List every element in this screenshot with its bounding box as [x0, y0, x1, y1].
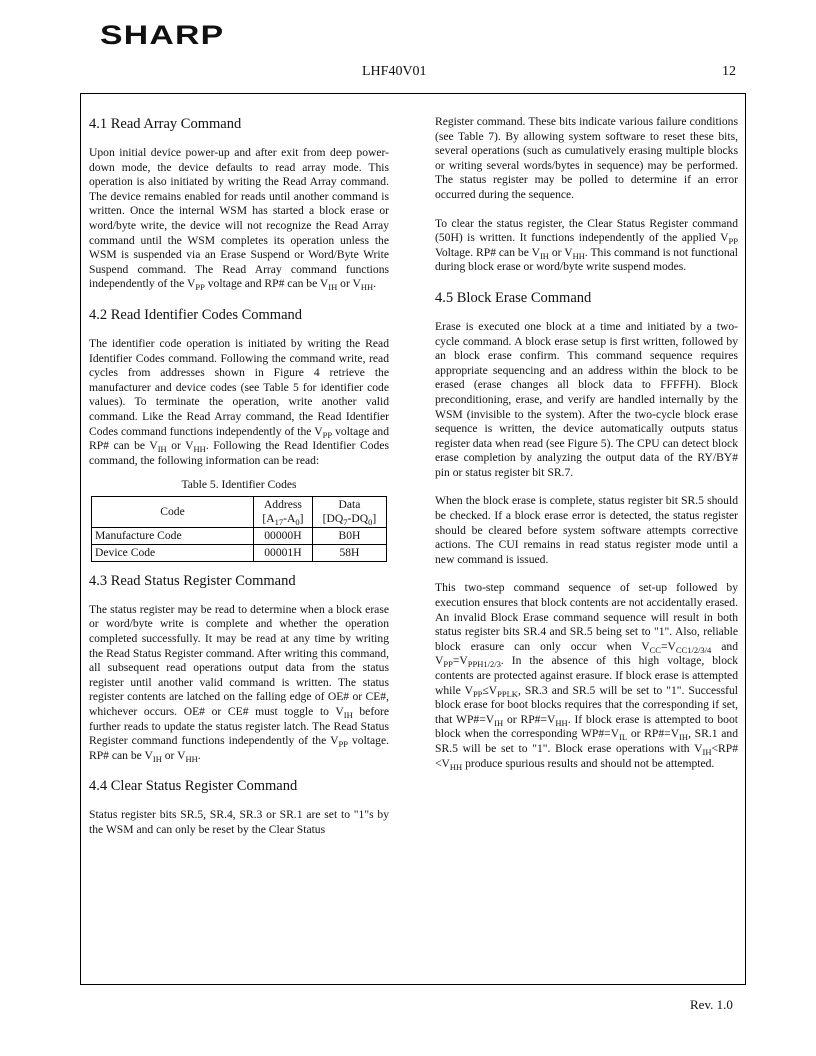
header-data: Data $[DQ_7-DQ_0]$ [312, 496, 386, 527]
document-id: LHF40V01 [362, 64, 427, 79]
cell-address: 00001H [254, 544, 313, 561]
section-4-3-body: The status register may be read to determine when a block erase or word/byte write is complete and whether the operation completed successfully. It may be read at any time by writing the Read Status Register command. After writing this command, all subsequent read operations output data from the status register until another valid command is written. The status register contents are latched on the falling edge of OE# or CE#, whichever occurs. OE# or CE# must toggle to $V_{IH}$ before further reads to update the status register latch. The Read Status Register command functions independently of the $V_{PP}$ voltage. RP# can be $V_{IH}$ or $V_{HH}$. [89, 602, 390, 764]
sharp-logo: SHARP [100, 20, 225, 50]
section-4-5-title: 4.5 Block Erase Command [435, 289, 592, 306]
section-4-4-title: 4.4 Clear Status Register Command [89, 778, 298, 795]
section-4-5-body-3: This two-step command sequence of set-up followed by execution ensures that block contents are not accidentally erased. An invalid Block Erase command sequence will result in both status register bits SR.4 and SR.5 being set to "1". Also, reliable block erasure can only occur when $V_{CC}=V_{CC1/2/3/4}$ and $V_{PP}=V_{PPH1/2/3}$. In the absence of this high voltage, block contents are protected against erasure. If block erase is attempted while $V_{PP}\le V_{PPLK}$, SR.3 and SR.5 will be set to "1". Successful block erase for boot blocks requires that the corresponding if set, that $WP\#=V_{IH}$ or $RP\#=V_{HH}$. If block erase is attempted to boot block when the corresponding $WP\#=V_{IL}$ or $RP\#=V_{IH}$, SR.1 and SR.5 will be set to "1". Block erase operations with $V_{IH}<RP\#<V_{HH}$ produce spurious results and should not be attempted. [435, 581, 738, 772]
section-4-4-body-2: To clear the status register, the Clear Status Register command (50H) is written. It functions independently of the applied $V_{PP}$ Voltage. RP# can be $V_{IH}$ or $V_{HH}$. This command is not functional during block erase or word/byte write suspend modes. [435, 216, 738, 274]
cell-code: Manufacture Code [92, 527, 254, 544]
section-4-5-body-1: Erase is executed one block at a time and initiated by a two-cycle command. A block erase setup is first written, followed by an block erase confirm. This command sequence requires appropriate sequencing and an address within the block to be erased (erase changes all block data to FFFFH). Block preconditioning, erase, and verify are handled internally by the WSM (invisible to the system). After the two-cycle block erase sequence is written, the device automatically outputs status register data when read (see Figure 5). The CPU can detect block erase completion by analyzing the output data of the RY/BY# pin or status register bit SR.7. [435, 319, 738, 479]
cell-data: B0H [312, 527, 386, 544]
section-4-4-body-cont: Register command. These bits indicate various failure conditions (see Table 7). By allowing system software to reset these bits, several operations (such as cumulatively erasing multiple blocks or writing several words/bytes in sequence) may be performed. The status register may be polled to determine if an error occurred during the sequence. [435, 115, 738, 201]
revision-label: Rev. 1.0 [690, 997, 733, 1012]
table-5-caption: Table 5. Identifier Codes [181, 478, 297, 492]
header-code: Code [92, 496, 254, 527]
table-header-row [92, 496, 387, 527]
left-column [89, 115, 389, 852]
section-4-1-title: 4.1 Read Array Command [89, 116, 242, 132]
section-4-1-body: Upon initial device power-up and after exit from deep power-down mode, the device defaults to read array mode. This operation is also initiated by writing the Read Array command. The device remains enabled for reads until another command is written. Once the internal WSM has started a block erase or word/byte write, the device will not recognize the Read Array command until the WSM completes its operation unless the WSM is suspended via an Erase Suspend or Word/Byte Write Suspend command. The Read Array command functions independently of the $V_{PP}$ voltage and RP# can be $V_{IH}$ or $V_{HH}$. [89, 146, 389, 293]
section-4-4-body-start: Status register bits SR.5, SR.4, SR.3 or SR.1 are set to "1"s by the WSM and can only be reset by the Clear Status [89, 808, 389, 836]
table-row [92, 544, 387, 561]
section-4-3-title: 4.3 Read Status Register Command [89, 572, 296, 589]
section-4-2-body: The identifier code operation is initiated by writing the Read Identifier Codes command. Following the command write, read cycles from addresses shown in Figure 4 retrieve the manufacturer and device codes (see Table 5 for identifier code values). To terminate the operation, write another valid command. Like the Read Array command, the Read Identifier Codes command functions independently of the $V_{PP}$ voltage and RP# can be $V_{IH}$ or $V_{HH}$. Following the Read Identifier Codes command, the following information can be read: [89, 336, 390, 467]
header-address: Address $[A_{17}-A_0]$ [254, 496, 313, 527]
section-4-2-title: 4.2 Read Identifier Codes Command [89, 306, 303, 323]
cell-data: 58H [312, 544, 386, 561]
cell-code: Device Code [92, 544, 254, 561]
section-4-5-body-2: When the block erase is complete, status register bit SR.5 should be checked. If a block erase error is detected, the status register should be cleared before system software attempts corrective actions. The CUI remains in read status register mode until a new command is issued. [435, 494, 738, 566]
page-number: 12 [722, 64, 736, 79]
table-row [92, 527, 387, 544]
cell-address: 00000H [254, 527, 313, 544]
identifier-codes-table [91, 496, 387, 562]
right-column [435, 115, 738, 785]
